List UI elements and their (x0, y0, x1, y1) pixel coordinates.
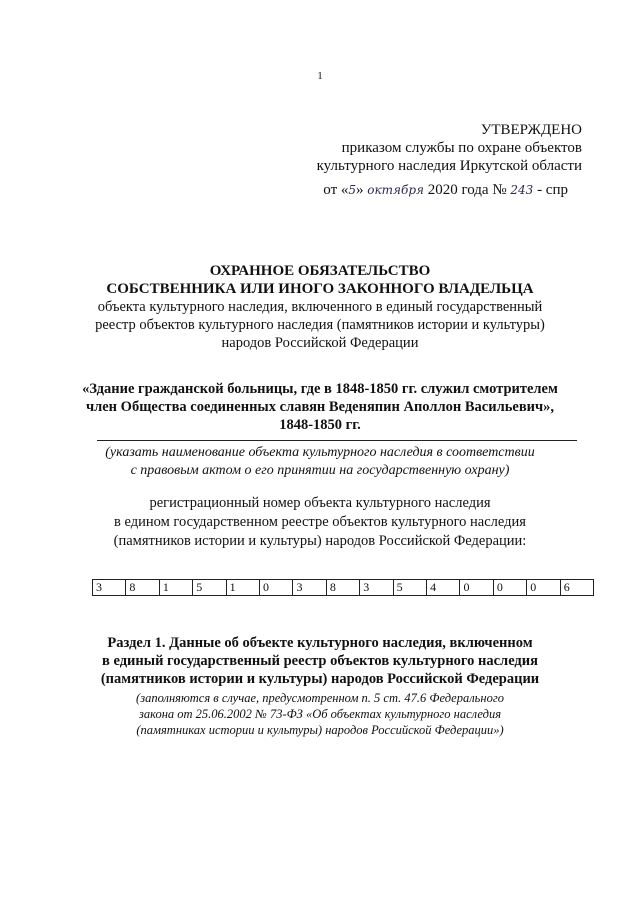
registration-digit-cell: 0 (460, 580, 493, 595)
date-prefix: от « (323, 182, 349, 198)
order-number-handwritten: 243 (510, 183, 534, 197)
section1-heading-line-1: Раздел 1. Данные об объекте культурного наследия, включенном (107, 635, 533, 651)
approval-line-2: культурного наследия Иркутской области (316, 158, 582, 174)
object-name-line-3: 1848-1850 гг. (279, 417, 361, 433)
registration-caption-line-2: в едином государственном реестре объектов культурного наследия (114, 514, 526, 530)
order-suffix: - спр (533, 182, 568, 198)
document-subtitle-line-3: народов Российской Федерации (221, 335, 419, 351)
date-mid: » (356, 182, 368, 198)
section1-heading-line-2: в единый государственный реестр объектов культурного наследия (102, 653, 538, 669)
registration-digit-cell: 4 (427, 580, 460, 595)
registration-caption-line-1: регистрационный номер объекта культурного наследия (149, 495, 491, 511)
section1-note-line-3: (памятниках истории и культуры) народов Российской Федерации») (136, 723, 504, 737)
approval-date-line (323, 180, 568, 200)
registration-digit-cell: 5 (394, 580, 427, 595)
registration-digit-cell: 3 (293, 580, 326, 595)
registration-digit-cell: 1 (227, 580, 260, 595)
registration-digit-cell: 3 (93, 580, 126, 595)
object-note-line-1: (указать наименование объекта культурного наследия в соответствии (105, 445, 535, 460)
registration-digit-cell: 3 (360, 580, 393, 595)
registration-caption-line-3: (памятников истории и культуры) народов Российской Федерации: (113, 533, 527, 549)
object-name-line-2: член Общества соединенных славян Веденяпин Аполлон Васильевич», (85, 399, 555, 415)
object-note-line-2: с правовым актом о его принятии на государственную охрану) (130, 463, 510, 478)
registration-digit-cell: 6 (563, 580, 570, 594)
document-title-line-2: СОБСТВЕННИКА ИЛИ ИНОГО ЗАКОННОГО ВЛАДЕЛЬЦА (106, 281, 534, 297)
registration-digit-cell: 0 (494, 580, 527, 595)
date-year: 2020 года № (423, 182, 511, 198)
document-title-line-1: ОХРАННОЕ ОБЯЗАТЕЛЬСТВО (209, 263, 431, 279)
registration-digit-cell: 8 (126, 580, 159, 595)
document-subtitle-line-2: реестр объектов культурного наследия (памятников истории и культуры) (95, 317, 545, 333)
object-name-underline (97, 440, 577, 441)
registration-digit-cell: 5 (193, 580, 226, 595)
registration-number-grid (92, 579, 594, 596)
registration-digit-cell: 8 (327, 580, 360, 595)
registration-digit-cell: 0 (260, 580, 293, 595)
object-name-line-1: «Здание гражданской больницы, где в 1848-1850 гг. служил смотрителем (82, 381, 558, 397)
date-day-handwritten: 5 (348, 183, 357, 197)
section1-heading-line-3: (памятников истории и культуры) народов Российской Федерации (100, 671, 540, 687)
section1-note-line-2: закона от 25.06.2002 № 73-ФЗ «Об объектах культурного наследия (138, 707, 502, 721)
document-subtitle-line-1: объекта культурного наследия, включенного в единый государственный (97, 299, 543, 315)
approval-line-1: приказом службы по охране объектов (341, 140, 582, 156)
approval-heading: УТВЕРЖДЕНО (480, 122, 582, 138)
section1-note-line-1: (заполняются в случае, предусмотренном п. 5 ст. 47.6 Федерального (136, 691, 504, 705)
date-month-handwritten: октября (367, 183, 424, 197)
registration-digit-cell: 1 (160, 580, 193, 595)
page-number: 1 (317, 70, 323, 82)
registration-digit-cell: 0 (527, 580, 560, 595)
